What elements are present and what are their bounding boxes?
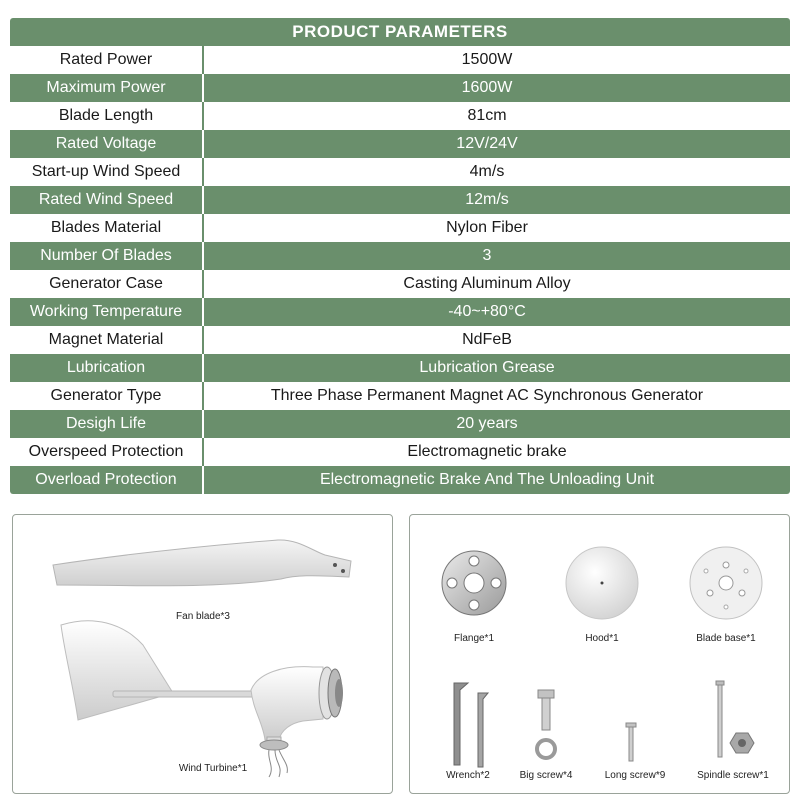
accessories-panel (409, 514, 790, 794)
table-row (10, 326, 790, 354)
parameter-value: 1600W (461, 79, 513, 96)
parameter-value: 81cm (467, 107, 507, 124)
parameter-name: Blades Material (10, 214, 204, 242)
product-parameters-table (10, 18, 790, 494)
table-row (10, 410, 790, 438)
parameter-value: 12m/s (465, 191, 509, 208)
parameter-name: Overload Protection (10, 466, 204, 494)
wrench-label: Wrench*2 (446, 770, 490, 781)
parameter-value: -40~+80°C (448, 303, 526, 320)
wind-turbine-image (61, 621, 343, 777)
flange-label: Flange*1 (453, 633, 495, 644)
table-row (10, 354, 790, 382)
parameter-value: Nylon Fiber (446, 219, 528, 236)
parameter-name: Rated Wind Speed (10, 186, 204, 214)
parameter-name: Number Of Blades (10, 242, 204, 270)
parameter-value: Casting Aluminum Alloy (403, 275, 571, 292)
parameter-value: Electromagnetic Brake And The Unloading Unit (319, 471, 655, 488)
long-screw-label: Long screw*9 (604, 770, 666, 781)
table-body (10, 46, 790, 494)
parameter-name: Blade Length (10, 102, 204, 130)
fan-blade-label: Fan blade*3 (176, 611, 230, 622)
long-screw-image (626, 723, 636, 761)
blade-base-image (690, 547, 762, 619)
table-row (10, 158, 790, 186)
parameter-name: Working Temperature (10, 298, 204, 326)
turbine-illustration (13, 515, 392, 793)
table-row (10, 270, 790, 298)
parameter-value: Three Phase Permanent Magnet AC Synchronous Generator (270, 387, 704, 404)
wrench-image (454, 683, 488, 767)
table-row (10, 186, 790, 214)
spindle-screw-image (716, 681, 754, 757)
table-title: PRODUCT PARAMETERS (10, 18, 790, 46)
table-row (10, 214, 790, 242)
flange-image (442, 551, 506, 615)
hood-label: Hood*1 (585, 633, 619, 644)
blade-base-label: Blade base*1 (696, 633, 756, 644)
spindle-screw-label: Spindle screw*1 (697, 770, 769, 781)
parameter-name: Generator Case (10, 270, 204, 298)
parameter-value: 4m/s (469, 163, 505, 180)
table-row (10, 46, 790, 74)
table-row (10, 102, 790, 130)
parameter-value: Lubrication Grease (419, 359, 555, 376)
hood-image (566, 547, 638, 619)
big-screw-label: Big screw*4 (519, 770, 573, 781)
turbine-parts-panel (12, 514, 393, 794)
parameter-name: Maximum Power (10, 74, 204, 102)
table-row (10, 130, 790, 158)
table-row (10, 382, 790, 410)
parameter-value: 20 years (456, 415, 518, 432)
parameter-name: Rated Voltage (10, 130, 204, 158)
fan-blade-image (53, 540, 351, 586)
table-row (10, 438, 790, 466)
table-row (10, 298, 790, 326)
big-screw-image (537, 690, 555, 758)
parameter-value: Electromagnetic brake (407, 443, 567, 460)
parameter-name: Generator Type (10, 382, 204, 410)
parameter-value: NdFeB (462, 331, 512, 348)
parameter-name: Rated Power (10, 46, 204, 74)
parameter-name: Desigh Life (10, 410, 204, 438)
parameter-name: Start-up Wind Speed (10, 158, 204, 186)
table-row (10, 74, 790, 102)
wind-turbine-label: Wind Turbine*1 (178, 763, 248, 774)
parameter-name: Magnet Material (10, 326, 204, 354)
table-row (10, 466, 790, 494)
parameter-value: 12V/24V (456, 135, 518, 152)
table-row (10, 242, 790, 270)
parameter-name: Overspeed Protection (10, 438, 204, 466)
accessories-illustration (410, 515, 789, 793)
parameter-value: 1500W (461, 51, 513, 68)
parameter-value: 3 (482, 247, 492, 264)
parameter-name: Lubrication (10, 354, 204, 382)
